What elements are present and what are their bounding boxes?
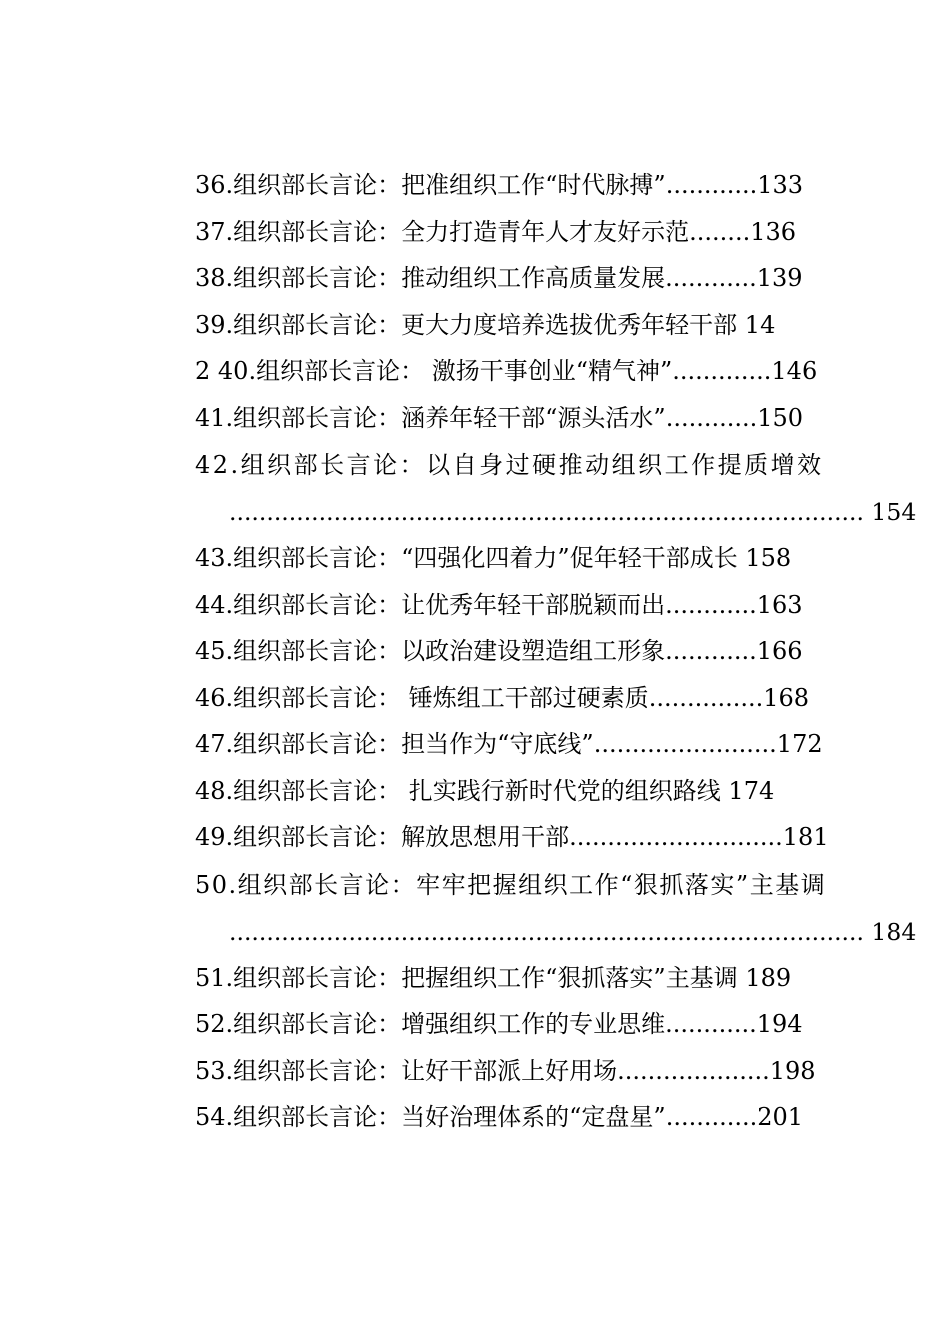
toc-entry-53[interactable]: 53.组织部长言论：让好干部派上好用场....................198 [195, 1056, 816, 1085]
toc-entry-36[interactable]: 36.组织部长言论：把准组织工作“时代脉搏”............133 [195, 171, 804, 199]
toc-entry-44[interactable]: 44.组织部长言论：让优秀年轻干部脱颖而出............163 [195, 590, 803, 619]
toc-entry-38[interactable]: 38.组织部长言论：推动组织工作高质量发展............139 [195, 264, 803, 292]
toc-entry-52[interactable]: 52.组织部长言论：增强组织工作的专业思维............194 [195, 1010, 803, 1038]
toc-entry-51[interactable]: 51.组织部长言论：把握组织工作“狠抓落实”主基调 189 [195, 963, 792, 992]
toc-entry-46[interactable]: 46.组织部长言论： 锤炼组工干部过硬素质...............168 [195, 683, 810, 712]
toc-entry-42-leader[interactable]: ..................................................................................... 154 [229, 498, 917, 526]
toc-entry-41[interactable]: 41.组织部长言论：涵养年轻干部“源头活水”............150 [195, 403, 804, 432]
toc-entry-40[interactable]: 2 40.组织部长言论： 激扬干事创业“精气神”.............146 [195, 357, 818, 385]
toc-entry-48[interactable]: 48.组织部长言论： 扎实践行新时代党的组织路线 174 [195, 776, 775, 805]
toc-entry-45[interactable]: 45.组织部长言论：以政治建设塑造组工形象............166 [195, 637, 803, 665]
toc-entry-47[interactable]: 47.组织部长言论：担当作为“守底线”........................172 [195, 730, 823, 758]
table-of-contents [195, 162, 917, 1141]
toc-entry-42[interactable]: 42.组织部长言论：以自身过硬推动组织工作提质增效 [195, 451, 824, 479]
toc-entry-50-leader[interactable]: ..................................................................................... 184 [229, 917, 917, 946]
toc-entry-54[interactable]: 54.组织部长言论：当好治理体系的“定盘星”............201 [195, 1103, 804, 1131]
toc-entry-50[interactable]: 50.组织部长言论：牢牢把握组织工作“狠抓落实”主基调 [195, 870, 827, 899]
toc-entry-49[interactable]: 49.组织部长言论：解放思想用干部............................181 [195, 823, 829, 851]
toc-entry-37[interactable]: 37.组织部长言论：全力打造青年人才友好示范........136 [195, 217, 797, 246]
toc-entry-39[interactable]: 39.组织部长言论：更大力度培养选拔优秀年轻干部 14 [195, 310, 776, 339]
toc-entry-43[interactable]: 43.组织部长言论：“四强化四着力”促年轻干部成长 158 [195, 544, 792, 572]
